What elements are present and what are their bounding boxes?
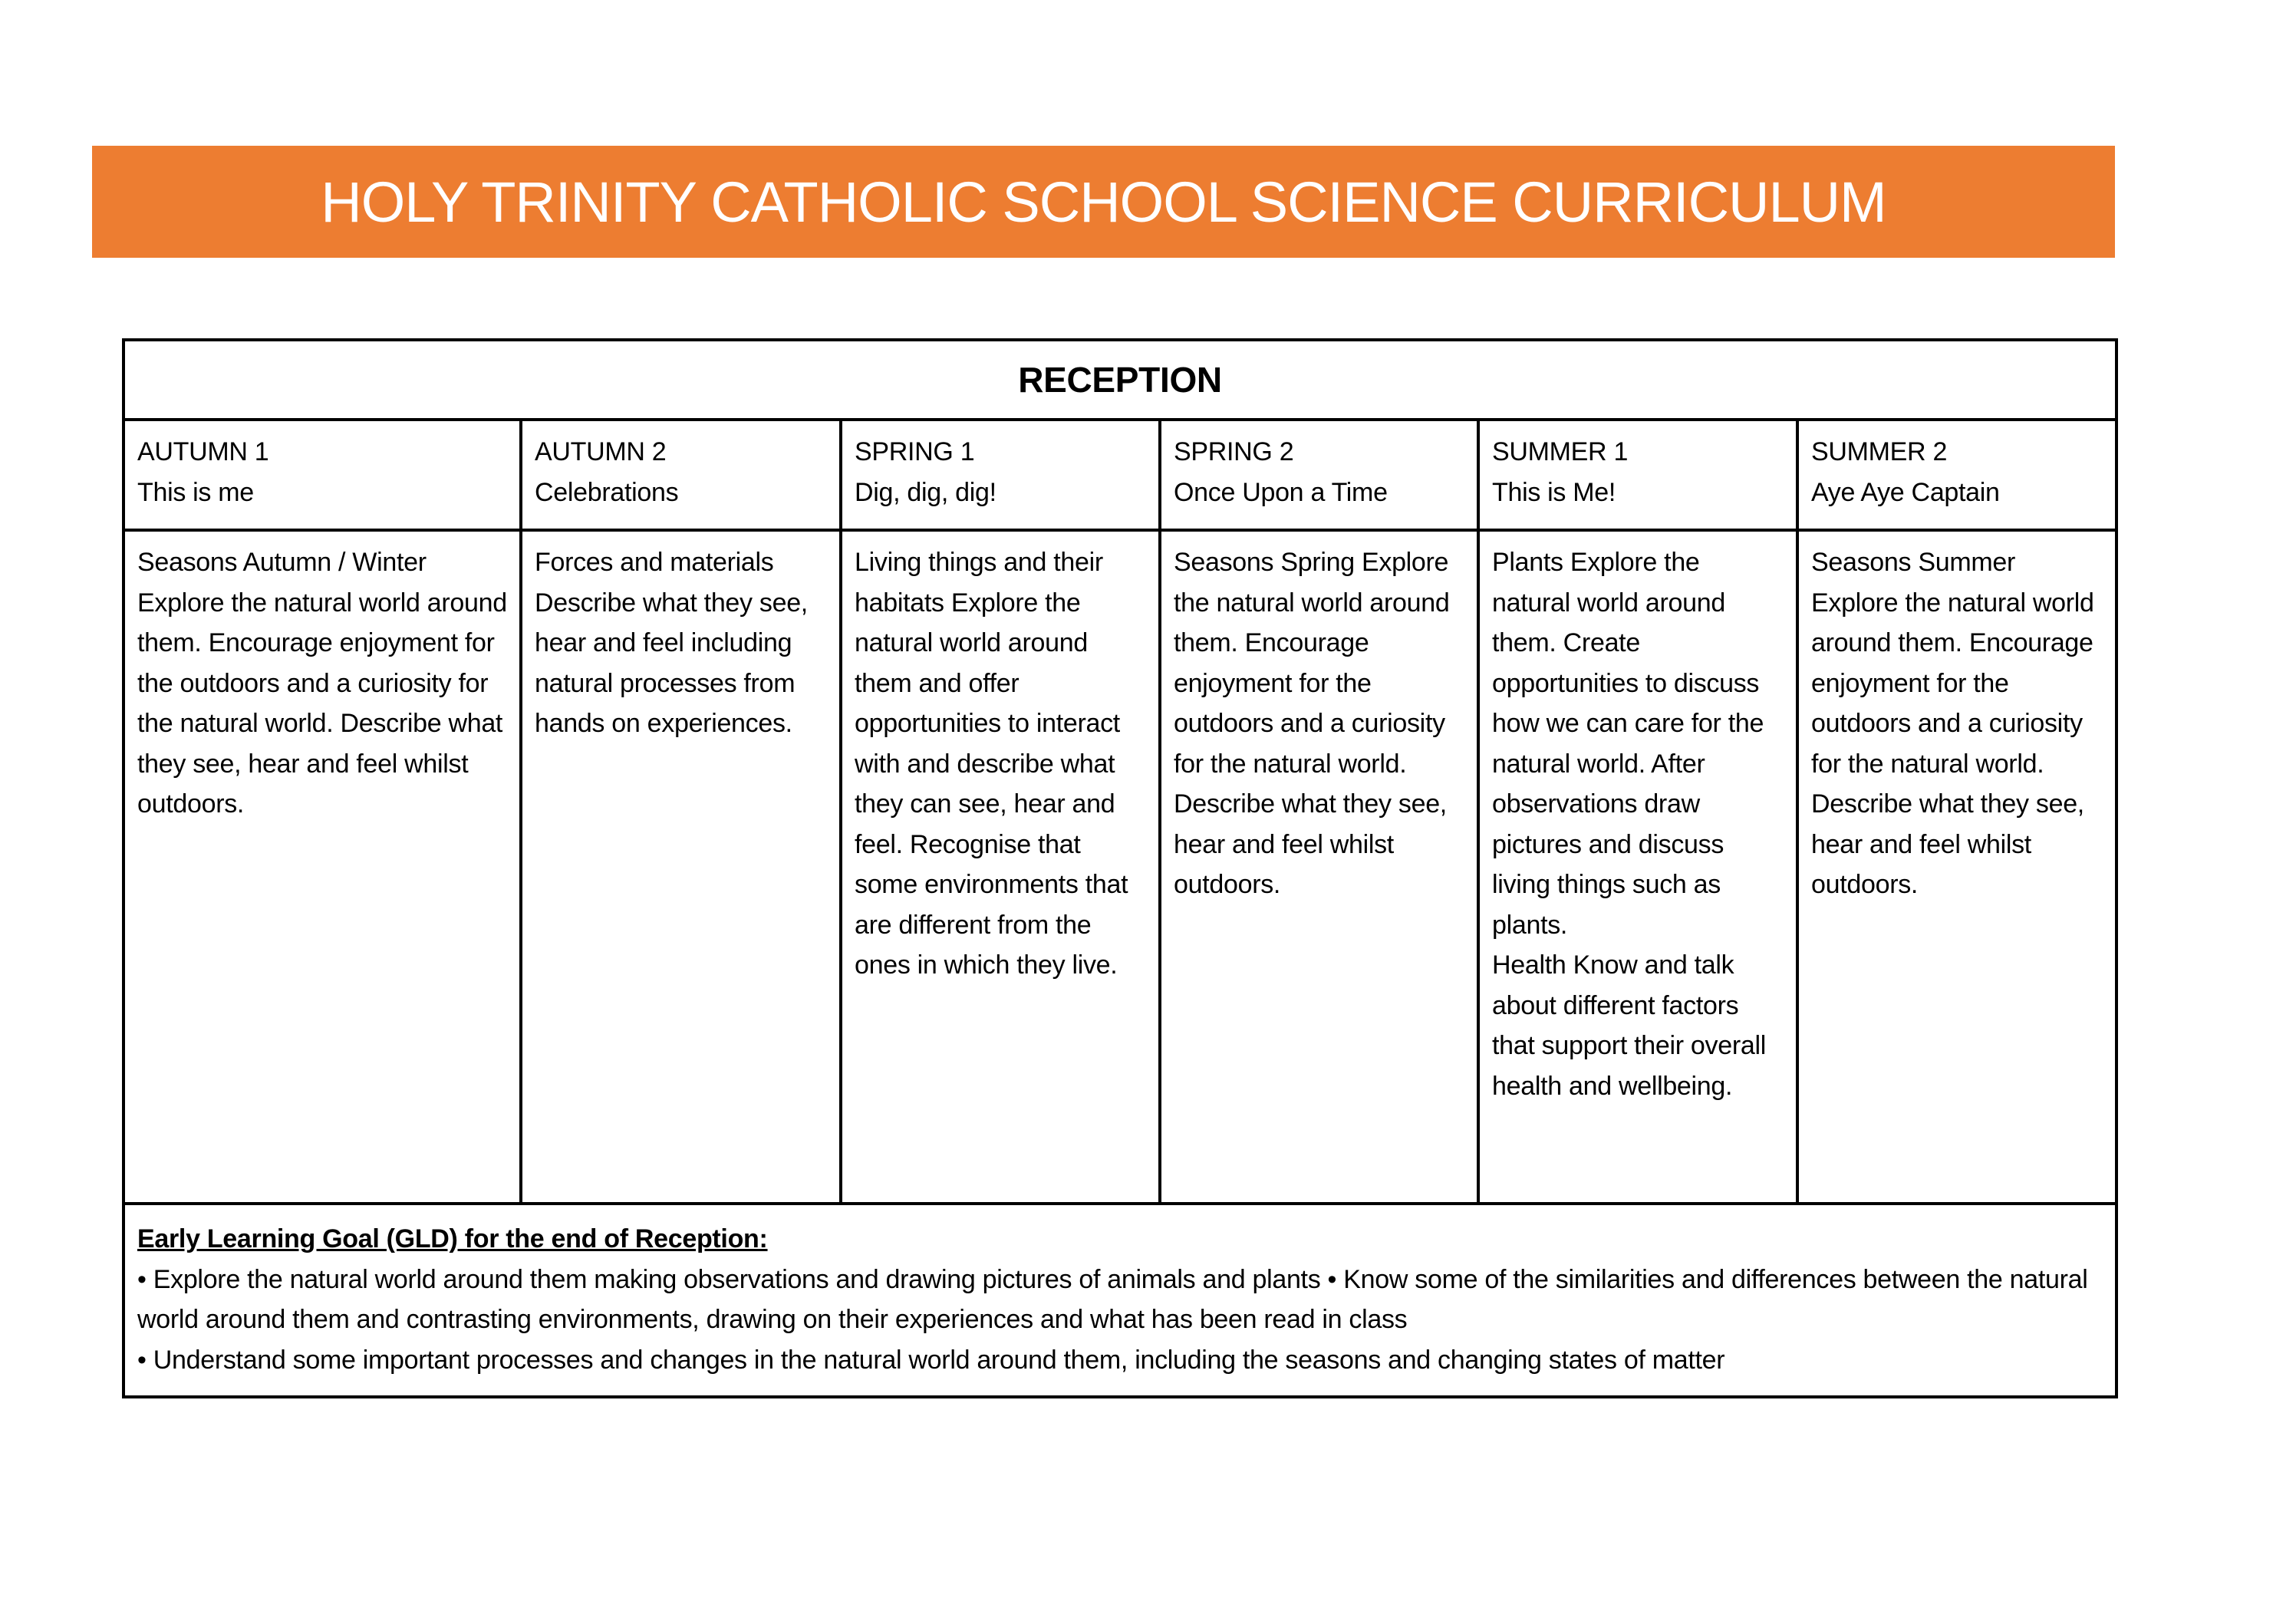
term-header bbox=[124, 420, 521, 530]
term-content: Seasons Summer Explore the natural world around them. Encourage enjoyment for the outdoors and a curiosity for the natural world. Describe what they see, hear and feel whilst outdoors. bbox=[1797, 530, 2116, 1204]
term-name: AUTUMN 2 bbox=[535, 437, 667, 466]
goal-title: Early Learning Goal (GLD) for the end of Reception: bbox=[137, 1224, 768, 1253]
term-topic: Once Upon a Time bbox=[1174, 477, 1388, 507]
term-content bbox=[1478, 530, 1797, 1204]
title-banner bbox=[92, 146, 2115, 258]
term-name: SPRING 1 bbox=[855, 437, 975, 466]
term-topic: Dig, dig, dig! bbox=[855, 477, 996, 507]
term-content-row bbox=[124, 530, 2116, 1204]
term-header bbox=[1797, 420, 2116, 530]
term-content: Living things and their habitats Explore the natural world around them and offer opportunities to interact with and describe what they can see, hear and feel. Recognise that some environments that are different from the ones in which they live. bbox=[841, 530, 1160, 1204]
term-content-plants: Plants Explore the natural world around them. Create opportunities to discuss how we can care for the natural world. After observations draw pictures and discuss living things such as plants. bbox=[1492, 548, 1764, 940]
term-header bbox=[1160, 420, 1478, 530]
term-topic: This is me bbox=[137, 477, 254, 507]
term-topic: Aye Aye Captain bbox=[1811, 477, 2000, 507]
term-header bbox=[1478, 420, 1797, 530]
term-name: AUTUMN 1 bbox=[137, 437, 269, 466]
curriculum-table bbox=[122, 338, 2118, 1398]
term-content: Seasons Autumn / Winter Explore the natural world around them. Encourage enjoyment for the outdoors and a curiosity for the natural world. Describe what they see, hear and feel whilst outdoors. bbox=[124, 530, 521, 1204]
page-title: HOLY TRINITY CATHOLIC SCHOOL SCIENCE CURRICULUM bbox=[321, 170, 1886, 234]
term-header bbox=[841, 420, 1160, 530]
table-title: RECEPTION bbox=[124, 340, 2116, 420]
term-header-row bbox=[124, 420, 2116, 530]
term-topic: Celebrations bbox=[535, 477, 679, 507]
term-topic: This is Me! bbox=[1492, 477, 1616, 507]
term-content: Forces and materials Describe what they see, hear and feel including natural processes from hands on experiences. bbox=[521, 530, 841, 1204]
term-header bbox=[521, 420, 841, 530]
term-name: SUMMER 1 bbox=[1492, 437, 1629, 466]
term-content: Seasons Spring Explore the natural world around them. Encourage enjoyment for the outdoors and a curiosity for the natural world. Describe what they see, hear and feel whilst outdoors. bbox=[1160, 530, 1478, 1204]
goal-text: • Understand some important processes and changes in the natural world around them, including the seasons and changing states of matter bbox=[137, 1345, 1725, 1375]
term-content-health: Health Know and talk about different factors that support their overall health and wellbeing. bbox=[1492, 950, 1766, 1101]
term-name: SUMMER 2 bbox=[1811, 437, 1948, 466]
goal-text: • Explore the natural world around them making observations and drawing pictures of animals and plants • Know some of the similarities and differences between the natural world around them and contrasting environments, drawing on their experiences and what has been read in class bbox=[137, 1264, 2088, 1334]
early-learning-goal bbox=[124, 1204, 2116, 1397]
term-name: SPRING 2 bbox=[1174, 437, 1294, 466]
